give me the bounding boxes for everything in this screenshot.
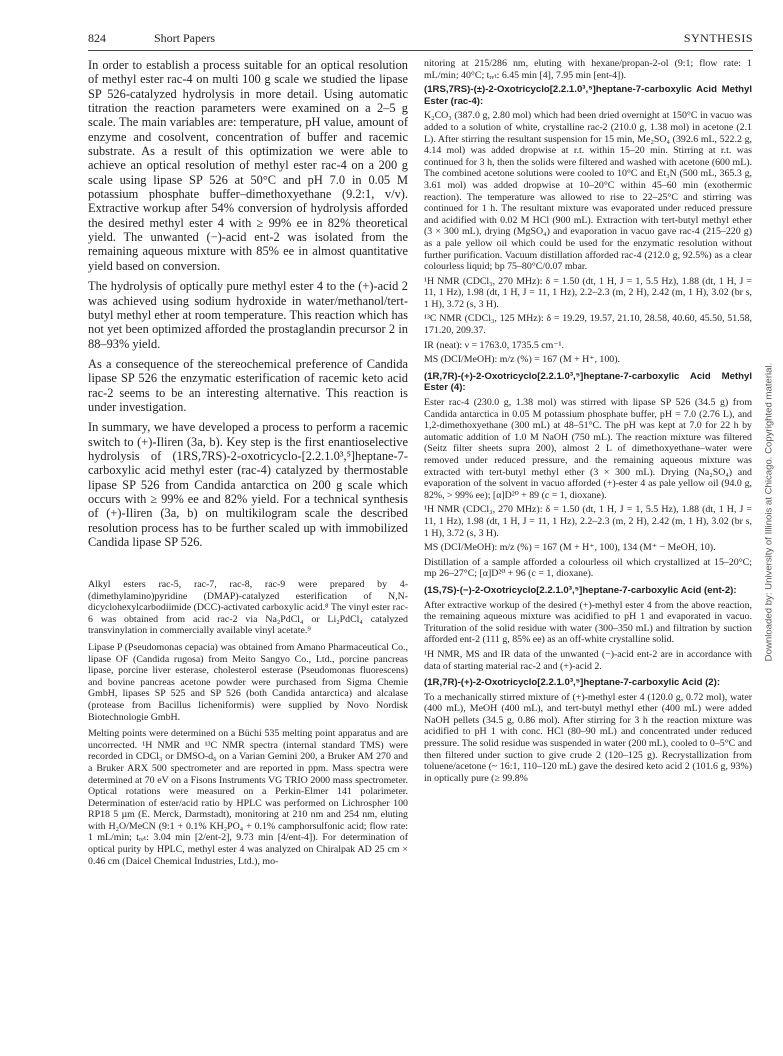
paragraph: Melting points were determined on a Büchi 535 melting point apparatus and are uncorrected. ¹H NMR and ¹³C NMR spectra (internal standard TMS) were recorded in CDCl₃ or DMSO-d₆ on a Varian Gemini 200, a Bruker AM 270 and a Bruker ARX 500 spectrometer and are reported in ppm. Mass spectra were determined at 70 eV on a Fisons Instruments VG TRIO 2000 mass spectrometer. Optical rotations were measured on a Perkin-Elmer 141 polarimeter. Determination of ester/acid ratio by HPLC was performed on Lichrospher 100 RP18 5 µm (E. Merck, Darmstadt), monitoring at 210 nm and 254 nm, eluting with H₂O/MeCN (9:1 + 0.1% KH₂PO₄ + 0.1% camphorsulfonic acid; flow rate: 1 mL/min; tᵣₑₜ: 3.04 min [2/ent-2], 9.73 min [4/ent-4]). For determination of optical purity by HPLC, methyl ester 4 was analyzed on Chiralpak AD 25 cm × 0.46 cm (Daicel Chemical Industries, Ltd.), mo- — [88, 728, 408, 867]
compound-heading: (1S,7S)-(−)-2-Oxotricyclo[2.2.1.0³,⁵]heptane-7-carboxylic Acid (ent-2): — [424, 584, 737, 596]
paragraph: Ester rac-4 (230.0 g, 1.38 mol) was stirred with lipase SP 526 (34.5 g) from Candida antarctica in 0.05 M potassium phosphate buffer, pH = 7.0 (2.76 L), and 1,2-dimethoxyethane (300 mL) at 48–51°C. The pH was kept at 7.0 for 22 h by automatic addition of 1.0 M NaOH (750 mL). The reaction mixture was filtered (Seitz filter sheets supra 200), almost 2 L of dimethoxyethane–water were removed under reduced pressure, and the remaining aqueous mixture was extracted with tert-butyl methyl ether (3 × 300 mL). Drying (Na₂SO₄) and evaporation of the solvent in vacuo afforded (+)-ester 4 as pale yellow oil (94.0 g, 82%, > 99% ee); [α]D²⁰ + 89 (c = 1, dioxane). — [424, 397, 752, 501]
experimental-intro — [88, 579, 408, 872]
paragraph: Alkyl esters rac-5, rac-7, rac-8, rac-9 were prepared by 4-(dimethylamino)pyridine (DMAP)-catalyzed esterification of N,N-dicyclohexylcarbodiimide (DCC)-activated carboxylic acid.⁸ The vinyl ester rac-6 was obtained from acid rac-2 via Na₂PdCl₄ or Li₂PdCl₄ catalyzed transvinylation in commercially available vinyl acetate.⁹ — [88, 579, 408, 637]
download-watermark — [762, 332, 776, 692]
ms-data: MS (DCI/MeOH): m/z (%) = 167 (M + H⁺, 100). — [424, 354, 621, 366]
ir-data: IR (neat): ν = 1763.0, 1735.5 cm⁻¹. — [424, 339, 564, 351]
nmr-data: ¹H NMR (CDCl₃, 270 MHz): δ = 1.50 (dt, 1 H, J = 1, 5.5 Hz), 1.88 (dt, 1 H, J = 11, 1 Hz), 1.98 (dt, 1 H, J = 11, 1 Hz), 2.2–2.3 (m, 2 H), 2.42 (m, 1 H), 3.02 (br s, 1 H), 3.72 (s, 3 H). — [424, 275, 752, 310]
nmr-data: ¹³C NMR (CDCl₃, 125 MHz): δ = 19.29, 19.57, 21.10, 28.58, 40.60, 45.50, 51.58, 171.20, 209.37. — [424, 313, 752, 337]
journal-name: SYNTHESIS — [683, 31, 753, 45]
paragraph: ¹H NMR, MS and IR data of the unwanted (−)-acid ent-2 are in accordance with data of starting material rac-2 and (+)-acid 2. — [424, 648, 752, 672]
compound-heading: (1R,7R)-(+)-2-Oxotricyclo[2.2.1.0³,⁵]heptane-7-carboxylic Acid Methyl Ester (4): — [424, 370, 752, 394]
paragraph: nitoring at 215/286 nm, eluting with hexane/propan-2-ol (9:1; flow rate: 1 mL/min; 40°C; tᵣₑₜ: 6.45 min [4], 7.95 min [ent-4]). — [424, 58, 752, 81]
paragraph: The hydrolysis of optically pure methyl ester 4 to the (+)-acid 2 was achieved using sodium hydroxide in water/methanol/tert-butyl methyl ether at room temperature. This reaction which has not yet been optimized afforded the prostaglandin precursor 2 in 88–93% yield. — [88, 279, 408, 351]
header-rule — [88, 50, 753, 51]
page-number: 824 — [88, 31, 106, 45]
ms-data: MS (DCI/MeOH): m/z (%) = 167 (M + H⁺, 100), 134 (M⁺ − MeOH, 10). — [424, 542, 716, 554]
paragraph: In order to establish a process suitable for an optical resolution of methyl ester rac-4 on multi 100 g scale we studied the lipase SP 526-catalyzed hydrolysis in more detail. Using automatic titration the reaction parameters were examined on a 2–5 g scale. The main variables are: temperature, pH value, amount of enzyme and cosolvent, concentration of buffer and racemic substrate. As a result of this optimization we were able to achieve an optical resolution of methyl ester rac-4 on a 200 g scale using lipase SP 526 at 50°C and pH 7.0 in 0.05 M potassium phosphate buffer–dimethoxyethane (9.2:1, v/v). Extractive workup after 54% conversion of hydrolysis afforded the desired methyl ester 4 with ≥ 99% ee in 82% theoretical yield. The unwanted (−)-acid ent-2 was isolated from the remaining aqueous mixture with 85% ee in almost quantitative yield based on conversion. — [88, 58, 408, 273]
download-note: Downloaded by: University of Illinois at Chicago. Copyrighted material. — [763, 362, 775, 662]
paragraph: To a mechanically stirred mixture of (+)-methyl ester 4 (120.0 g, 0.72 mol), water (400 mL), MeOH (400 mL), and tert-butyl methyl ether (400 mL) were added NaOH pellets (34.5 g, 0.86 mol). After stirring for 3 h the reaction mixture was acidified to pH 1 with conc. HCl (80–90 mL) and concentrated under reduced pressure. The solid residue was suspended in water (200 mL), cooled to 0–5°C and then filtered under suction to give crude 2 (120–125 g). Recrystallization from toluene/acetone (~ 16:1, 110–120 mL) gave the desired keto acid 2 (101.6 g, 93%) in optically pure (≥ 99.8% — [424, 691, 752, 784]
paragraph: In summary, we have developed a process to perform a racemic switch to (+)-Iliren (3a, b). Key step is the first enantioselective hydrolysis of (1RS,7RS)-2-oxotricyclo-[2.2.1.0³,⁵]heptane-7-carboxylic acid methyl ester (rac-4) catalyzed by thermostable lipase SP 526 from Candida antarctica on 200 g scale which occurs with ≥ 99% ee and 82% yield. For a technical synthesis of (+)-Iliren (3a, b) on multikilogram scale the described resolution process has to be further scaled up with immobilized Candida lipase SP 526. — [88, 420, 408, 549]
paragraph: K₂CO₃ (387.0 g, 2.80 mol) which had been dried overnight at 150°C in vacuo was added to a solution of white, crystalline rac-2 (210.0 g, 1.38 mol) in acetone (2.1 L). After stirring the resultant suspension for 15 min, Me₂SO₄ (392.6 mL, 522.2 g, 4.14 mol) was added dropwise at r.t. within 15–20 min. Stirring at r.t. was continued for 3 h, then the solids were filtered and washed with acetone (600 mL). The combined acetone solutions were cooled to 10°C and Et₃N (500 mL, 365.3 g, 3.61 mol) was added dropwise at 10–20°C within 45–60 min (exothermic reaction). The temperature was allowed to rise to 22–25°C and stirring was continued for 1 h. The resultant mixture was evaporated under reduced pressure and acidified with 0.02 M HCl (900 mL). Extraction with tert-butyl methyl ether (3 × 300 mL), drying (MgSO₄) and evaporation in vacuo gave rac-4 (215–220 g) as a pale yellow oil which could be used for the enzymatic resolution without further purification. Vacuum distillation afforded rac-4 (212.0 g, 92.5%) as a clear colourless liquid; bp 75–80°C/0.07 mbar. — [424, 110, 752, 273]
left-column-main — [88, 58, 408, 555]
paragraph: As a consequence of the stereochemical preference of Candida lipase SP 526 the enzymatic esterification of racemic keto acid rac-2 seems to be an interesting alternative. This reaction is under investigation. — [88, 356, 408, 414]
right-column-experimental — [424, 58, 752, 787]
paragraph: After extractive workup of the desired (+)-methyl ester 4 from the above reaction, the remaining aqueous mixture was acidified to pH 1 and evaporated in vacuo. Trituration of the solid residue with water (300–350 mL) and filtration by suction afforded ent-2 (111 g, 85% ee) as an off-white crystalline solid. — [424, 599, 752, 646]
section-title: Short Papers — [154, 31, 215, 45]
compound-heading: (1R,7R)-(+)-2-Oxotricyclo[2.2.1.0³,⁵]heptane-7-carboxylic Acid (2): — [424, 677, 721, 689]
running-header — [88, 31, 753, 47]
paragraph: Distillation of a sample afforded a colourless oil which crystallized at 15–20°C; mp 26–27°C; [α]D²⁰ + 96 (c = 1, dioxane). — [424, 556, 752, 580]
paragraph: Lipase P (Pseudomonas cepacia) was obtained from Amano Pharmaceutical Co., lipase OF (Candida rugosa) from Meito Sangyo Co., Ltd., porcine pancreas lipase, porcine liver esterase, cholesterol esterase (Pseudomonas fluorescens) and bovine pancreas acetone powder were purchased from Sigma Chemie GmbH, lipases SP 525 and SP 526 (both Candida antarctica) and alcalase (protease from Bacillus licheniformis) were supplied by Novo Nordisk Biotechnologie GmbH. — [88, 641, 408, 723]
compound-heading: (1RS,7RS)-(±)-2-Oxotricyclo[2.2.1.0³,⁵]heptane-7-carboxylic Acid Methyl Ester (rac-4): — [424, 84, 752, 107]
nmr-data: ¹H NMR (CDCl₃, 270 MHz): δ = 1.50 (dt, 1 H, J = 1, 5.5 Hz), 1.88 (dt, 1 H, J = 11, 1 Hz), 1.98 (dt, 1 H, J = 11, 1 Hz), 2.2–2.3 (m, 2 H), 2.42 (m, 1 H), 3.02 (br s, 1 H), 3.72 (s, 3 H). — [424, 504, 752, 539]
